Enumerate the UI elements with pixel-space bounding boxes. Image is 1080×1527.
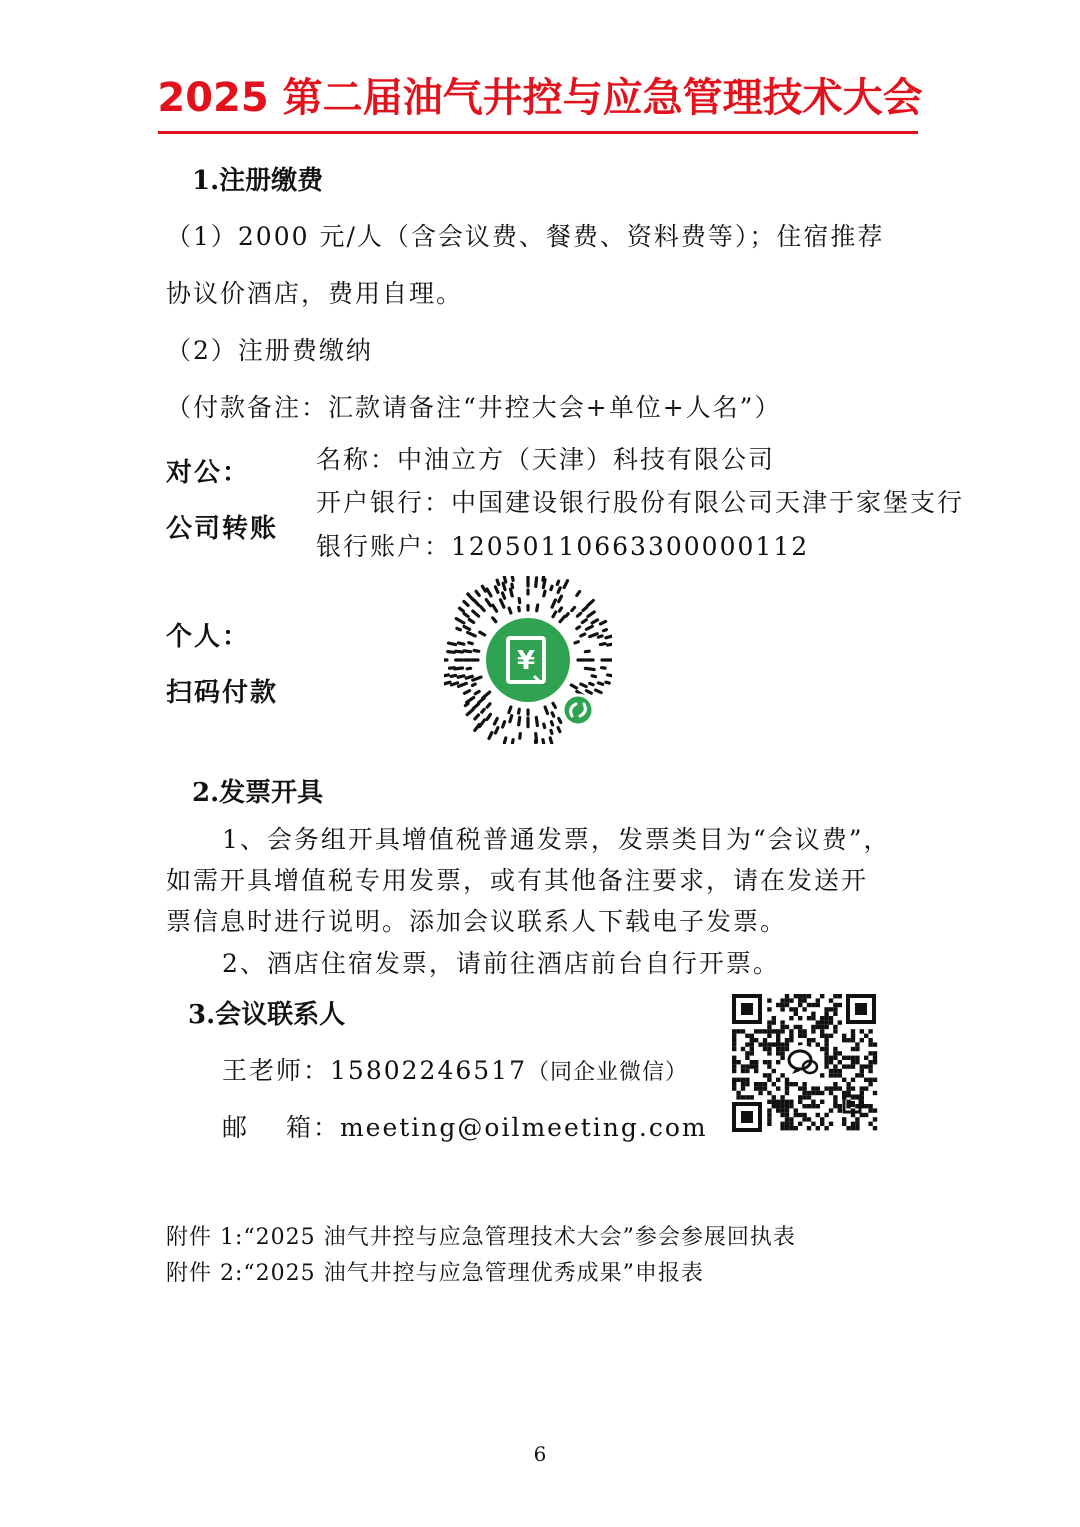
personal-label: 个人： <box>166 622 251 652</box>
account-name: 名称：中油立方（天津）科技有限公司 <box>316 445 776 474</box>
title-divider <box>158 131 918 134</box>
invoice-line-3: 票信息时进行说明。添加会议联系人下载电子发票。 <box>166 907 788 936</box>
email-address[interactable]: meeting@oilmeeting.com <box>339 1113 708 1142</box>
attachment-2: 附件 2:“2025 油气井控与应急管理优秀成果”申报表 <box>166 1261 704 1286</box>
teacher-phone: 15802246517 <box>330 1056 527 1085</box>
svg-text:¥: ¥ <box>516 646 536 676</box>
bank-name: 开户银行：中国建设银行股份有限公司天津于家堡支行 <box>316 488 965 517</box>
account-number: 银行账户：12050110663300000112 <box>316 532 810 561</box>
section-heading-contact: 3.会议联系人 <box>188 1000 346 1030</box>
email-label: 邮 箱： <box>222 1113 340 1142</box>
corporate-transfer-label: 公司转账 <box>166 514 279 544</box>
teacher-label: 王老师： <box>222 1056 331 1085</box>
fee-line-2: 协议价酒店，费用自理。 <box>166 279 464 308</box>
invoice-line-1: 1、会务组开具增值税普通发票，发票类目为“会议费”， <box>222 825 891 854</box>
contact-qr-code[interactable] <box>726 990 882 1136</box>
payment-note: （付款备注：汇款请备注“井控大会+单位+人名”） <box>166 393 782 422</box>
fee-line-1: （1）2000 元/人（含会议费、餐费、资料费等）；住宿推荐 <box>166 222 885 251</box>
teacher-note: （同企业微信） <box>526 1060 688 1085</box>
page-title: 2025 第二届油气井控与应急管理技术大会 <box>157 75 923 121</box>
section-heading-invoice: 2.发票开具 <box>192 778 324 808</box>
payment-mini-program-code[interactable] <box>444 576 612 744</box>
wechat-chat-icon <box>785 1045 819 1079</box>
section-heading-registration: 1.注册缴费 <box>192 166 324 196</box>
attachment-1: 附件 1:“2025 油气井控与应急管理技术大会”参会参展回执表 <box>166 1225 796 1250</box>
email-contact <box>222 1108 708 1144</box>
mini-program-link-icon <box>563 695 593 725</box>
corporate-label: 对公： <box>166 458 251 488</box>
scan-pay-label: 扫码付款 <box>166 678 279 708</box>
payment-heading: （2）注册费缴纳 <box>166 336 373 365</box>
invoice-line-4: 2、酒店住宿发票，请前往酒店前台自行开票。 <box>222 949 780 978</box>
page-number: 6 <box>533 1442 547 1466</box>
teacher-contact <box>222 1051 688 1087</box>
invoice-line-2: 如需开具增值税专用发票，或有其他备注要求，请在发送开 <box>166 866 869 895</box>
